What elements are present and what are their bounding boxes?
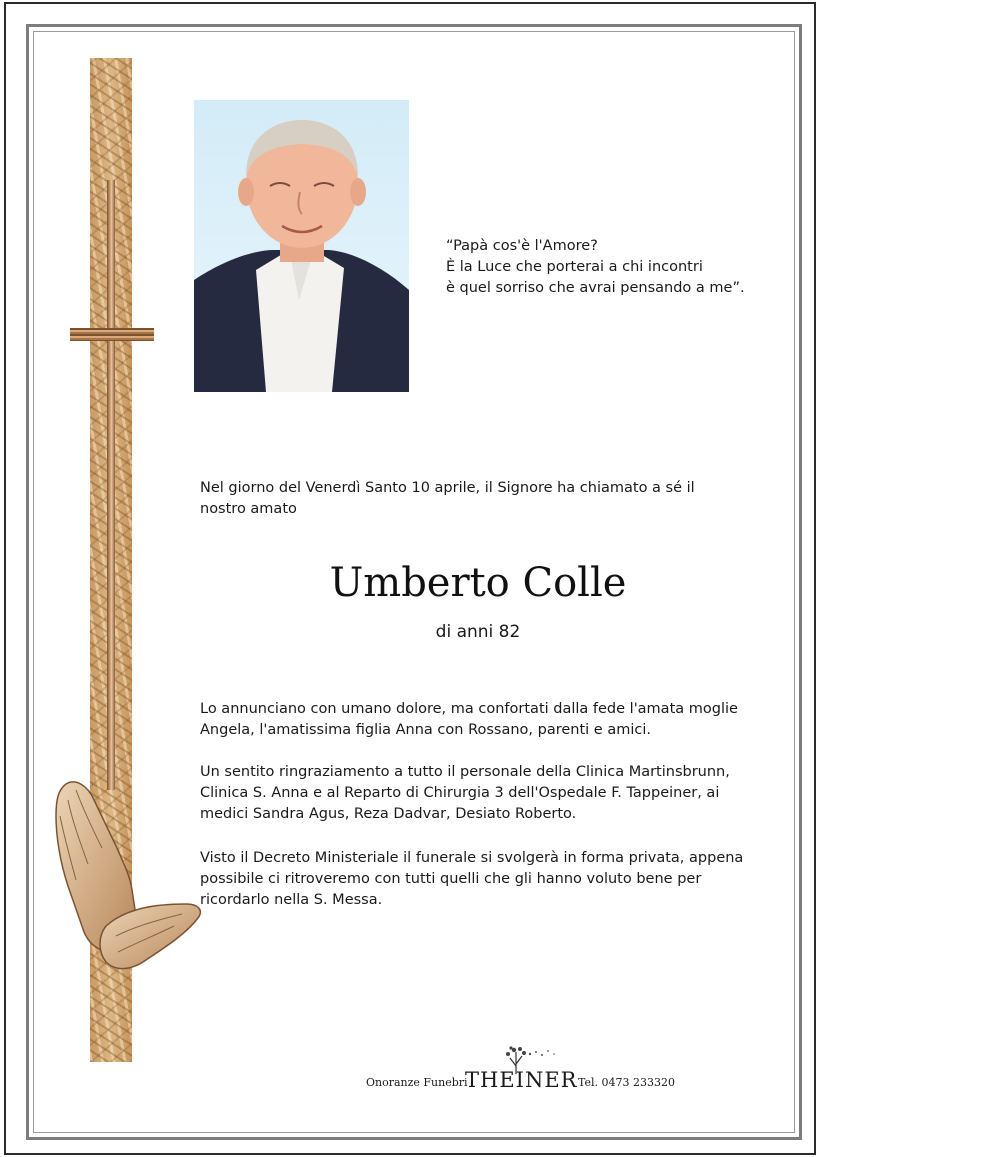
memorial-quote: “Papà cos'è l'Amore? È la Luce che porterai a chi incontri è quel sorriso che avrai pensando a me”. xyxy=(446,238,745,296)
cross-bar-icon xyxy=(70,328,154,341)
portrait-photo xyxy=(194,100,409,392)
funeral-home-footer xyxy=(366,1068,676,1098)
deceased-name: Umberto Colle xyxy=(329,560,627,606)
deceased-age: di anni 82 xyxy=(435,622,521,642)
cross-groove xyxy=(107,180,115,790)
footer-prefix: Onoranze Funebri xyxy=(366,1076,468,1089)
thanks-text: Un sentito ringraziamento a tutto il personale della Clinica Martinsbrunn, Clinica S. Anna e al Reparto di Chirurgia 3 dell'Ospedale F. Tappeiner, ai medici Sandra Agus, Reza Dadvar, Desiato Roberto. xyxy=(200,764,730,822)
footer-phone: Tel. 0473 233320 xyxy=(578,1076,675,1089)
footer-brand: THEINER xyxy=(465,1068,578,1092)
praying-hands-icon xyxy=(46,776,206,976)
intro-text: Nel giorno del Venerdì Santo 10 aprile, il Signore ha chiamato a sé il nostro amato xyxy=(200,480,695,517)
portrait-figure-icon xyxy=(194,100,409,392)
announcement-text: Lo annunciano con umano dolore, ma confortati dalla fede l'amata moglie Angela, l'amatissima figlia Anna con Rossano, parenti e amici. xyxy=(200,701,738,738)
obituary-sheet xyxy=(4,2,816,1155)
funeral-text: Visto il Decreto Ministeriale il funerale si svolgerà in forma privata, appena possibile ci ritroveremo con tutti quelli che gli hanno voluto bene per ricordarlo nella S. Messa. xyxy=(200,850,744,908)
